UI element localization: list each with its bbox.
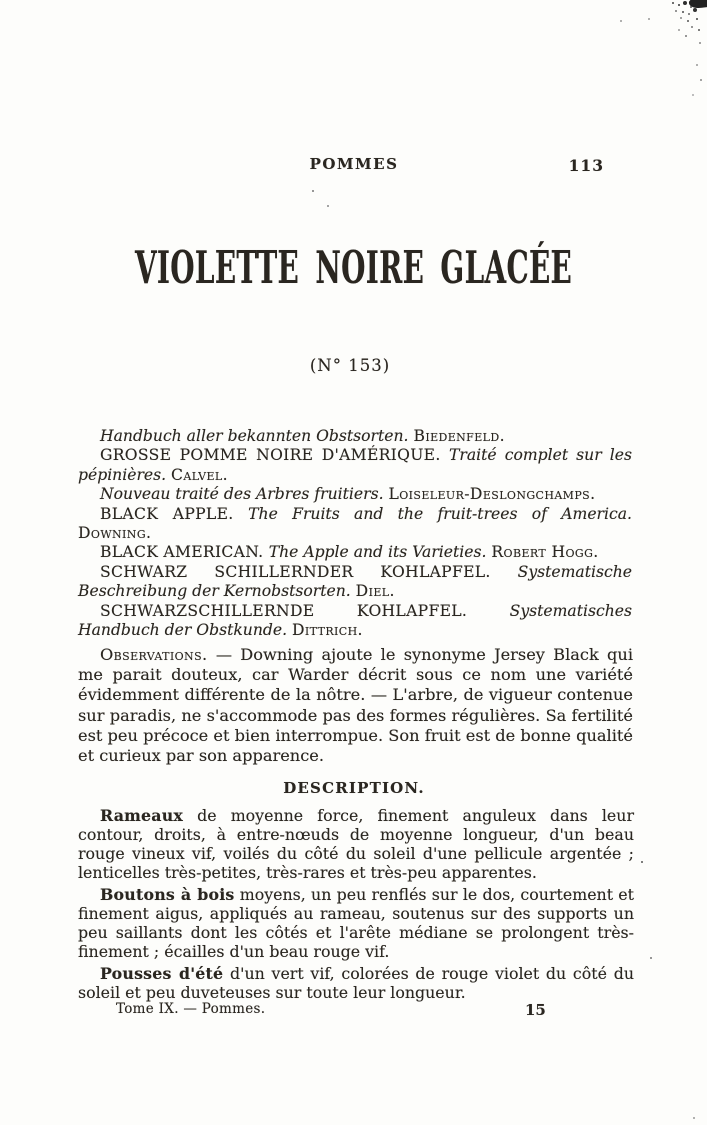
scan-speck: [641, 861, 643, 863]
synonym-entry: Nouveau traité des Arbres fruitiers. Loiseleur-Deslongchamps.: [100, 485, 596, 504]
observations-paragraph: Observations. — Downing ajoute le synonyme Jersey Black qui me parait douteux, car Warder décrit sous ce nom une variété évidemment différente de la nôtre. — L'arbre, de vigueur contenue sur paradis, ne s'accommode pas des formes régulières. Sa fertilité est peu précoce et bien interrompue. Son fruit est de bonne qualité et curieux par son apparence.: [78, 645, 633, 766]
page-number: 113: [568, 156, 604, 175]
description-heading: DESCRIPTION.: [283, 779, 425, 797]
footer-signature: Tome IX. — Pommes.: [116, 1001, 266, 1017]
scan-speck: [312, 190, 314, 192]
scan-speck: [327, 205, 329, 207]
page-footer: [78, 1001, 632, 1017]
description-paragraph-rameaux: Rameaux de moyenne force, finement anguleux dans leur contour, droits, à entre-nœuds de moyenne longueur, d'un beau rouge vineux vif, voilés du côté du soleil d'une pellicule argentée ; lenticelles très-petites, très-rares et très-peu apparentes.: [78, 806, 634, 882]
scan-speck: [693, 1117, 695, 1119]
description-paragraph-pousses: Pousses d'été d'un vert vif, colorées de rouge violet du côté du soleil et peu duveteuses sur toute leur longueur.: [78, 964, 634, 1002]
running-title: POMMES: [309, 155, 399, 173]
synonym-entry: BLACK AMERICAN. The Apple and its Varieties. Robert Hogg.: [100, 543, 599, 562]
variety-title-text: VIOLETTE NOIRE GLACÉE: [134, 241, 573, 294]
variety-number: (N° 153): [309, 356, 391, 375]
synonym-entry: SCHWARZSCHILLERNDE KOHLAPFEL. Systematisches Handbuch der Obstkunde. Dittrich.: [78, 601, 632, 640]
scan-corner-blob: [688, 0, 707, 9]
synonym-entry: Handbuch aller bekannten Obstsorten. Biedenfeld.: [100, 427, 505, 445]
synonym-list: [78, 427, 632, 640]
synonym-entry: BLACK APPLE. The Fruits and the fruit-trees of America. Downing.: [78, 504, 632, 543]
footer-sheet-number: 15: [525, 1001, 546, 1019]
observations-section: [78, 645, 633, 766]
scan-noise-speckles: [672, 2, 674, 4]
description-paragraph-boutons: Boutons à bois moyens, un peu renflés sur le dos, courtement et finement aigus, appliqués au rameau, soutenus sur des supports un peu saillants dont les côtés et l'arête médiane se prolongent très-finement ; écailles d'un beau rouge vif.: [78, 885, 634, 961]
variety-title: [0, 241, 707, 294]
description-section: [78, 806, 634, 1005]
running-head: [78, 155, 630, 173]
scan-speck: [650, 957, 652, 959]
synonym-entry: GROSSE POMME NOIRE D'AMÉRIQUE. Traité complet sur les pépinières. Calvel.: [78, 446, 632, 484]
synonym-entry: SCHWARZ SCHILLERNDER KOHLAPFEL. Systematische Beschreibung der Kernobstsorten. Diel.: [78, 562, 632, 601]
